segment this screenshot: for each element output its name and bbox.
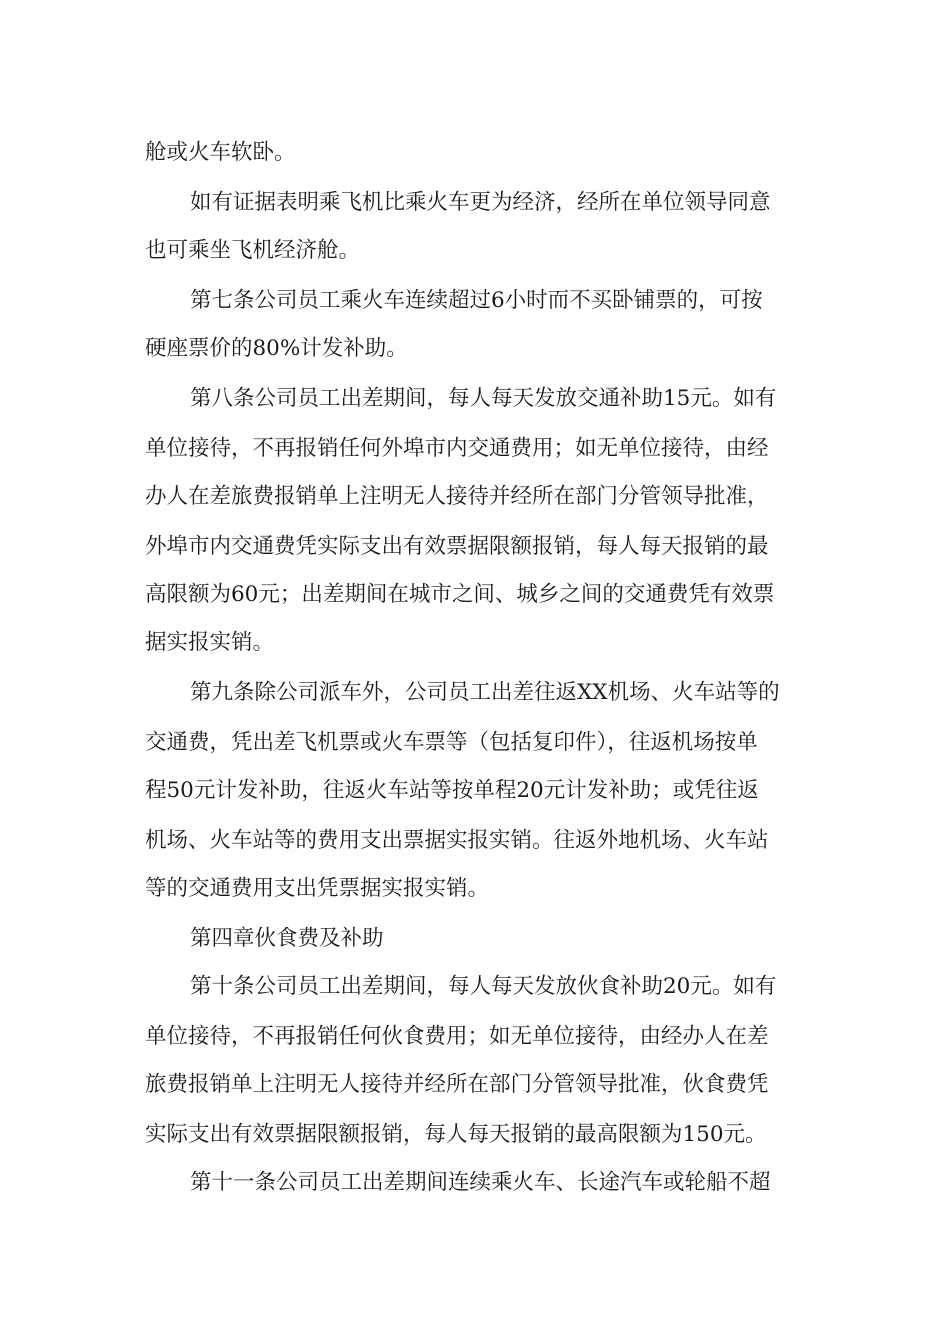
text-line: 第十条公司员工出差期间，每人每天发放伙食补助20元。如有 [190,974,777,999]
text-line: 实际支出有效票据限额报销，每人每天报销的最高限额为150元。 [145,1122,767,1147]
text-line: 舱或火车软卧。 [145,140,296,165]
text-line: 程50元计发补助，往返火车站等按单程20元计发补助；或凭往返 [145,778,759,803]
text-line: 旅费报销单上注明无人接待并经所在部门分管领导批准，伙食费凭 [145,1072,769,1097]
section-heading: 第四章伙食费及补助 [190,926,384,951]
text-line: 第七条公司员工乘火车连续超过6小时而不买卧铺票的，可按 [190,288,763,313]
text-line: 高限额为60元；出差期间在城市之间、城乡之间的交通费凭有效票 [145,582,775,607]
text-line: 办人在差旅费报销单上注明无人接待并经所在部门分管领导批准， [145,484,769,509]
text-line: 外埠市内交通费凭实际支出有效票据限额报销，每人每天报销的最 [145,534,769,559]
text-line: 单位接待，不再报销任何伙食费用；如无单位接待，由经办人在差 [145,1024,769,1049]
text-line: 第十一条公司员工出差期间连续乘火车、长途汽车或轮船不超 [190,1170,771,1195]
text-line: 硬座票价的80%计发补助。 [145,336,408,361]
text-line: 据实报实销。 [145,630,275,655]
text-line: 如有证据表明乘飞机比乘火车更为经济，经所在单位领导同意 [190,190,771,215]
text-line: 交通费，凭出差飞机票或火车票等（包括复印件），往返机场按单 [145,730,758,755]
text-line: 等的交通费用支出凭票据实报实销。 [145,876,490,901]
text-line: 也可乘坐飞机经济舱。 [145,238,361,263]
text-line: 第九条除公司派车外，公司员工出差往返XX机场、火车站等的 [190,680,780,705]
text-line: 单位接待，不再报销任何外埠市内交通费用；如无单位接待，由经 [145,436,769,461]
text-line: 机场、火车站等的费用支出票据实报实销。往返外地机场、火车站 [145,828,769,853]
text-line: 第八条公司员工出差期间，每人每天发放交通补助15元。如有 [190,386,777,411]
